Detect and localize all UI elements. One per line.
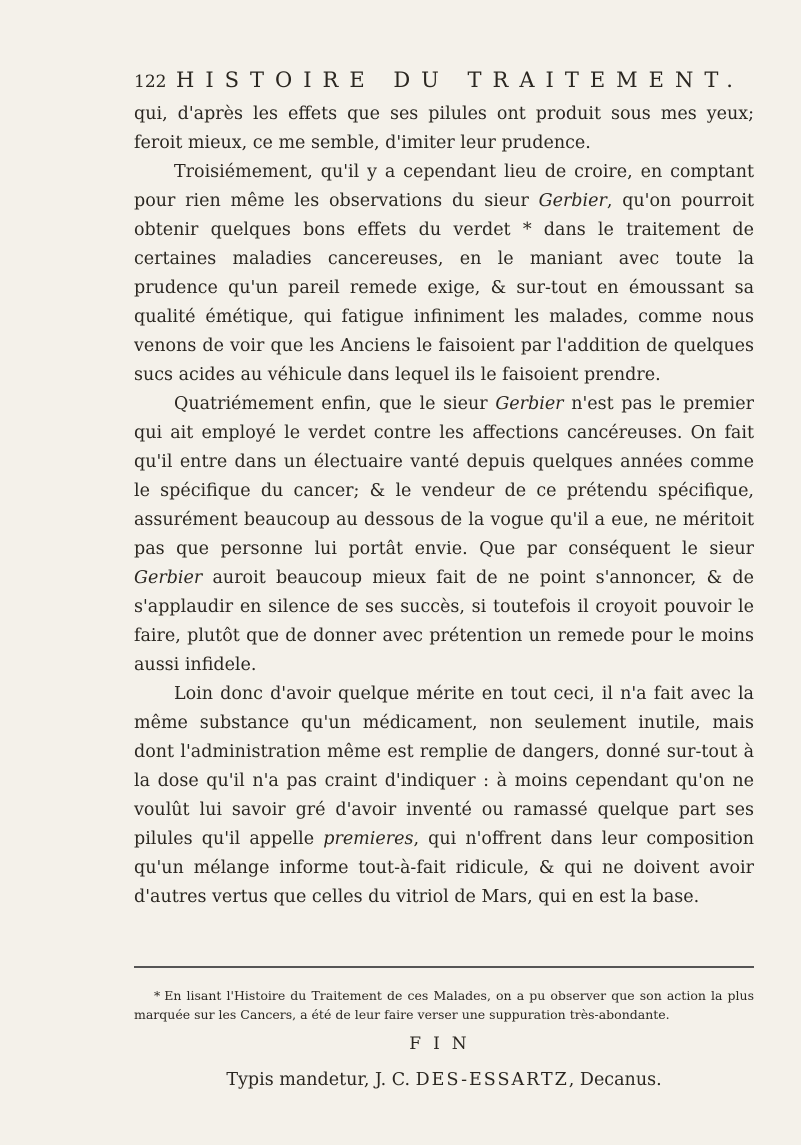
name-gerbier: Gerbier bbox=[134, 568, 203, 588]
page-number: 122 bbox=[134, 72, 167, 92]
paragraph-troisiemement: Troisiémement, qu'il y a cependant lieu de croire, en comptant pour rien même les observations du sieur Gerbier, qu'on pourroit obtenir quelques bons effets du verdet * dans le traitement de certaines maladies cancereuses, en le maniant avec toute la prudence qu'un pareil remede exige, & sur-tout en émoussant sa qualité émétique, qui fatigue infiniment les malades, comme nous venons de voir que les Anciens le faisoient par l'addition de quelques sucs acides au véhicule dans lequel ils le faisoient prendre. bbox=[134, 162, 754, 385]
fin-heading: FIN bbox=[409, 1034, 479, 1054]
paragraph-loin-donc: Loin donc d'avoir quelque mérite en tout ceci, il n'a fait avec la même substance qu'un médicament, non seulement inutile, mais dont l'administration même est remplie de dangers, donné sur-tout à la dose qu'il n'a pas craint d'indiquer : à moins cependant qu'on ne voulût lui savoir gré d'avoir inventé ou ramassé quelque part ses pilules qu'il appelle premieres, qui n'offrent dans leur composition qu'un mélange informe tout-à-fait ridicule, & qui ne doivent avoir d'autres vertus que celles du vitriol de Mars, qui en est la base. bbox=[134, 684, 755, 907]
term-premieres: premieres bbox=[323, 829, 414, 849]
footnote bbox=[134, 986, 754, 1024]
footnote-divider bbox=[134, 966, 754, 968]
paragraph-quatriemement: Quatriémement enfin, que le sieur Gerbier n'est pas le premier qui ait employé le verdet contre les affections cancéreuses. On fait qu'il entre dans un électuaire vanté depuis quelques années comme le spécifique du cancer; & le vendeur de ce prétendu spécifique, assurément beaucoup au dessous de la vogue qu'il a eue, ne méritoit pas que personne lui portât envie. Que par conséquent le sieur Gerbier auroit beaucoup mieux fait de ne point s'annoncer, & de s'applaudir en silence de ses succès, si toutefois il croyoit pouvoir le faire, plutôt que de donner avec prétention un remede pour le moins aussi infidele. bbox=[134, 394, 754, 675]
paragraph-continuation: qui, d'après les effets que ses pilules ont produit sous mes yeux; feroit mieux, ce me semble, d'imiter leur prudence. bbox=[134, 104, 754, 153]
body-text bbox=[134, 100, 754, 912]
footnote-mark: * bbox=[154, 988, 161, 1003]
imprimatur: Typis mandetur, J. C. DES-ESSARTZ, Decanus. bbox=[226, 1070, 662, 1090]
imprimatur-name: DES-ESSARTZ bbox=[415, 1070, 569, 1090]
running-title: HISTOIRE DU TRAITEMENT. bbox=[176, 68, 744, 92]
page-header bbox=[134, 68, 754, 98]
footnote-text: En lisant l'Histoire du Traitement de ces Malades, on a pu observer que son action la plus marquée sur les Cancers, a été de leur faire verser une suppuration très-abondante. bbox=[134, 988, 754, 1022]
name-gerbier: Gerbier bbox=[538, 191, 607, 211]
name-gerbier: Gerbier bbox=[495, 394, 564, 414]
